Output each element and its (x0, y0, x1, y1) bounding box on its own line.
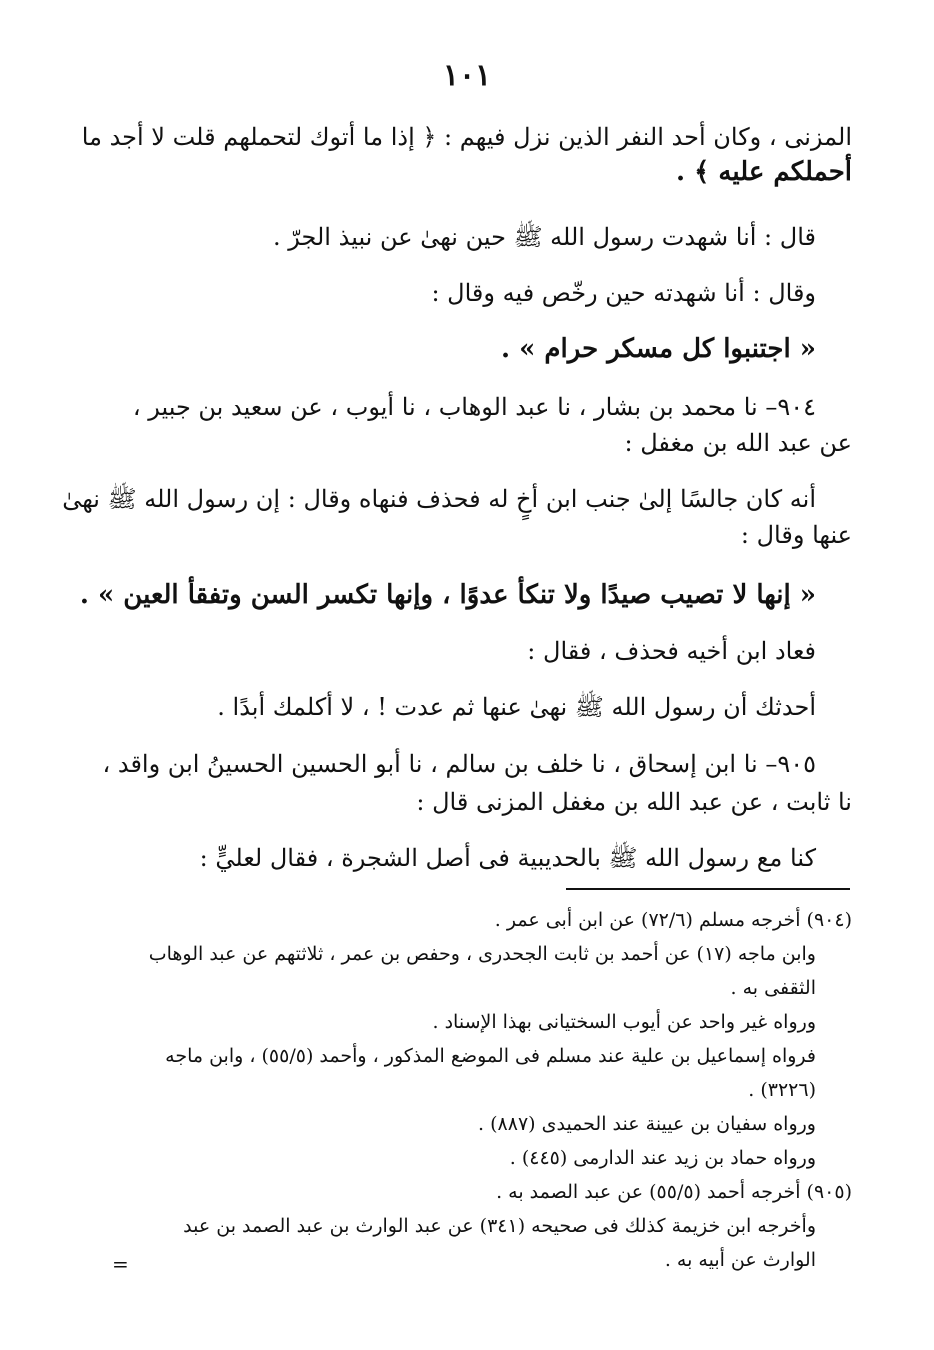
main-line-1: المزنى ، وكان أحد النفر الذين نزل فيهم : ﴿ إذا ما أتوك لتحملهم قلت لا أجد ما (81, 123, 852, 151)
main-line-8: أنه كان جالسًا إلىٰ جنب ابن أخٍ له فحذف فنهاه وقال : إن رسول الله ﷺ نهىٰ (62, 485, 816, 513)
footnote-line-11: الوارث عن أبيه به . (664, 1249, 816, 1271)
main-line-4: وقال : أنا شهدته حين رخّص فيه وقال : (431, 279, 816, 307)
main-line-14: نا ثابت ، عن عبد الله بن مغفل المزنى قال : (416, 788, 852, 816)
main-line-12: أحدثك أن رسول الله ﷺ نهىٰ عنها ثم عدت ! ، لا أكلمك أبدًا . (217, 693, 816, 721)
footnote-line-6: (٣٢٢٦) . (748, 1079, 816, 1101)
main-line-2: أحملكم عليه ﴾ . (676, 157, 852, 187)
footnote-line-4: ورواه غير واحد عن أيوب السختيانى بهذا الإسناد . (432, 1011, 816, 1033)
main-line-6: ٩٠٤– نا محمد بن بشار ، نا عبد الوهاب ، نا أيوب ، عن سعيد بن جبير ، (132, 393, 816, 421)
footnote-line-1: (٩٠٤) أخرجه مسلم (٧٢/٦) عن ابن أبى عمر . (494, 909, 852, 931)
page-number: ١٠١ (442, 58, 492, 93)
main-line-5: « اجتنبوا كل مسكر حرام » . (501, 334, 816, 364)
main-line-9: عنها وقال : (740, 521, 852, 549)
footnote-line-10: وأخرجه ابن خزيمة كذلك فى صحيحه (٣٤١) عن عبد الوارث بن عبد الصمد بن عبد (183, 1215, 816, 1237)
main-line-3: قال : أنا شهدت رسول الله ﷺ حين نهىٰ عن نبيذ الجرّ . (273, 223, 816, 251)
main-line-7: عن عبد الله بن مغفل : (624, 429, 852, 457)
footnote-line-2: وابن ماجه (١٧) عن أحمد بن ثابت الجحدرى ، وحفص بن عمر ، ثلاثتهم عن عبد الوهاب (148, 943, 816, 965)
footnote-line-7: ورواه سفيان بن عيينة عند الحميدى (٨٨٧) . (478, 1113, 816, 1135)
footnote-line-3: الثقفى به . (730, 977, 816, 999)
continuation-mark: = (112, 1252, 129, 1276)
main-line-13: ٩٠٥– نا ابن إسحاق ، نا خلف بن سالم ، نا أبو الحسين الحسينُ ابن واقد ، (102, 750, 816, 778)
main-line-15: كنا مع رسول الله ﷺ بالحديبية فى أصل الشجرة ، فقال لعليٍّ : (199, 844, 816, 872)
footnote-separator (566, 888, 850, 890)
footnote-line-5: فرواه إسماعيل بن علية عند مسلم فى الموضع المذكور ، وأحمد (٥٥/٥) ، وابن ماجه (165, 1045, 816, 1067)
main-line-11: فعاد ابن أخيه فحذف ، فقال : (527, 637, 816, 665)
footnote-line-9: (٩٠٥) أخرجه أحمد (٥٥/٥) عن عبد الصمد به . (496, 1181, 852, 1203)
footnote-line-8: ورواه حماد بن زيد عند الدارمى (٤٤٥) . (509, 1147, 816, 1169)
main-line-10: « إنها لا تصيب صيدًا ولا تنكأ عدوًا ، وإنها تكسر السن وتفقأ العين » . (79, 580, 816, 610)
